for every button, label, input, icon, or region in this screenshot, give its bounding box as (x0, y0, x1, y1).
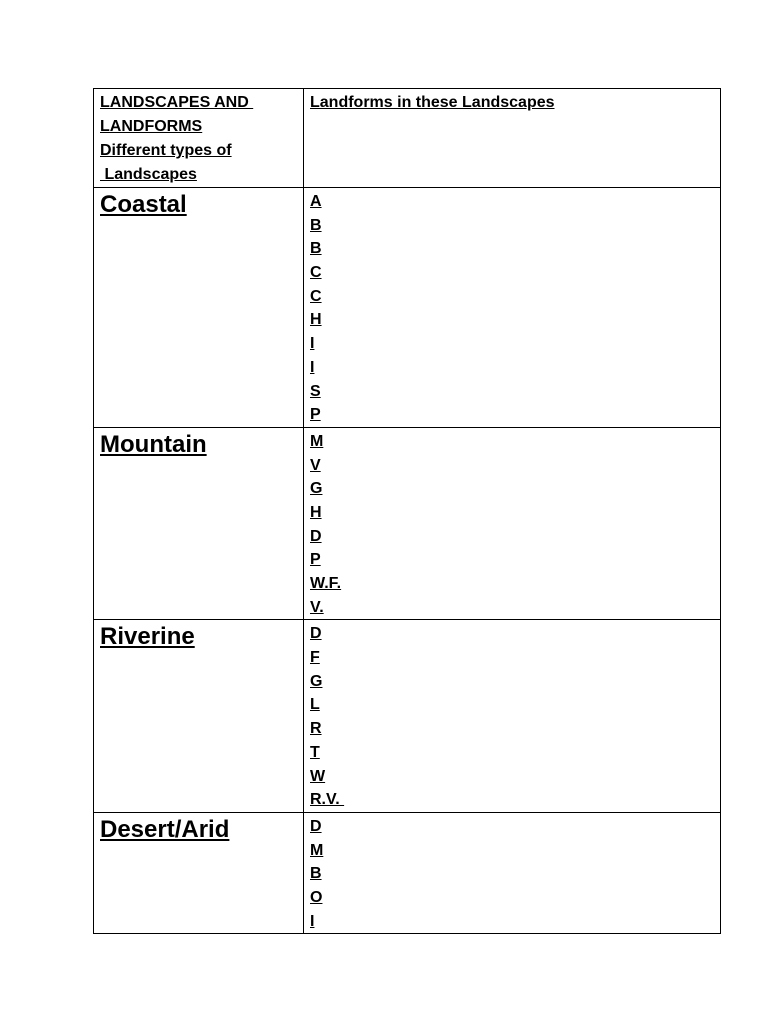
landform-item: D (310, 527, 322, 545)
landform-item: I (310, 912, 315, 930)
landform-item: W.F. (310, 575, 342, 592)
landform-item: M (310, 432, 324, 450)
landscape-name-mountain: Mountain (100, 430, 207, 458)
landforms-list-desert (304, 813, 720, 933)
landscape-name-riverine: Riverine (100, 623, 195, 651)
landscape-cell-coastal (94, 188, 304, 428)
header-row (94, 89, 721, 188)
landform-item: C (310, 287, 322, 305)
table-row-mountain (94, 427, 721, 620)
landform-item: G (310, 672, 323, 690)
landform-item: H (310, 311, 322, 329)
header-cell-landforms (304, 89, 721, 188)
landform-item: T (310, 743, 320, 761)
landform-item: S (310, 382, 321, 400)
landform-item: G (310, 480, 323, 498)
landscape-cell-mountain (94, 427, 304, 620)
header-cell-landscapes (94, 89, 304, 188)
landforms-cell-riverine (304, 620, 721, 813)
landforms-cell-coastal (304, 188, 721, 428)
landforms-list-mountain (304, 428, 720, 620)
landform-item: W (310, 767, 326, 785)
landform-item: V (310, 456, 321, 474)
landform-item: M (310, 841, 324, 859)
landform-item: C (310, 264, 322, 282)
landscape-name-desert: Desert/Arid (100, 815, 230, 843)
landform-item: A (310, 193, 322, 210)
landform-item: P (310, 406, 321, 424)
landform-item: P (310, 551, 321, 569)
landscape-cell-desert (94, 812, 304, 933)
landforms-list-coastal (304, 188, 720, 427)
header-line-2: LANDFORMS (100, 118, 203, 135)
landforms-cell-desert (304, 812, 721, 933)
landscape-name-coastal: Coastal (100, 191, 187, 218)
landform-item: D (310, 625, 322, 643)
landscape-cell-riverine (94, 620, 304, 813)
table-row-coastal (94, 188, 721, 428)
table-row-riverine (94, 620, 721, 813)
header-line-1: LANDSCAPES AND (100, 94, 254, 111)
landform-item: V. (310, 598, 324, 616)
header-line-3: Different types of (100, 142, 232, 159)
landforms-cell-mountain (304, 427, 721, 620)
landform-item: F (310, 649, 320, 667)
landform-item: R.V. (310, 791, 345, 809)
table-row-desert (94, 812, 721, 933)
landform-item: R (310, 720, 322, 738)
landscapes-table (93, 88, 721, 934)
landform-item: B (310, 865, 322, 883)
landform-item: B (310, 240, 322, 258)
landform-item: D (310, 817, 322, 835)
landform-item: I (310, 358, 315, 376)
header-landforms-text: Landforms in these Landscapes (310, 94, 555, 111)
header-line-4: Landscapes (100, 166, 197, 183)
landform-item: L (310, 696, 320, 714)
landform-item: O (310, 888, 323, 906)
landform-item: I (310, 335, 315, 353)
landforms-list-riverine (304, 620, 720, 812)
landform-item: H (310, 503, 322, 521)
landform-item: B (310, 216, 322, 234)
header-landscapes-text (94, 89, 303, 187)
